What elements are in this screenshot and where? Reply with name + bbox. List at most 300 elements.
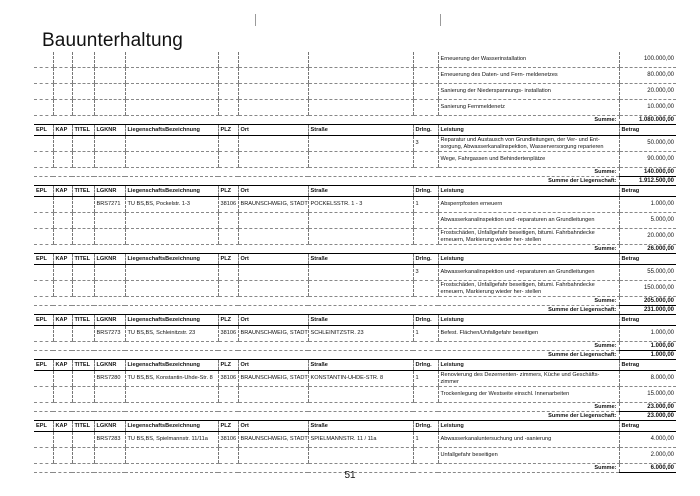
- table-cell: [94, 448, 125, 464]
- table-cell: 1.000,00: [619, 197, 676, 213]
- sum-value: 26.000,00: [619, 245, 676, 254]
- table-cell: Sanierung der Niederspannungs- installation: [438, 84, 619, 100]
- table-cell: [308, 52, 413, 68]
- column-header: Straße: [308, 125, 413, 136]
- table-cell: TU BS,BS, Konstantin-Uhde-Str. 8: [125, 371, 218, 387]
- table-cell: BRS7271: [94, 197, 125, 213]
- sum-row: [34, 403, 676, 412]
- table-cell: 1.000,00: [619, 326, 676, 342]
- column-header: Betrag: [619, 360, 676, 371]
- table-cell: [413, 100, 438, 116]
- table-cell: 1: [413, 371, 438, 387]
- column-header: Leistung: [438, 125, 619, 136]
- table-cell: [413, 281, 438, 297]
- table-cell: 2.000,00: [619, 448, 676, 464]
- table-cell: [94, 52, 125, 68]
- column-header: Ort: [238, 421, 308, 432]
- table-cell: 50.000,00: [619, 136, 676, 152]
- sum-value: 23.000,00: [619, 403, 676, 412]
- table-cell: [218, 213, 238, 229]
- sum-value: 231.000,00: [619, 306, 676, 315]
- sum-row: [34, 351, 676, 360]
- column-header: EPL: [34, 315, 53, 326]
- column-header: Drlng.: [413, 360, 438, 371]
- table-cell: [94, 84, 125, 100]
- table-row: [34, 281, 676, 297]
- column-header: Ort: [238, 186, 308, 197]
- sum-row: [34, 116, 676, 125]
- column-header: LiegenschaftsBezeichnung: [125, 125, 218, 136]
- table-cell: [308, 68, 413, 84]
- sum-value: 1.080.000,00: [619, 116, 676, 125]
- table-cell: [308, 152, 413, 168]
- sum-label: Summe der Liegenschaft:: [34, 412, 619, 421]
- table-cell: [72, 281, 94, 297]
- table-cell: [238, 229, 308, 245]
- column-header: Straße: [308, 315, 413, 326]
- table-cell: [72, 432, 94, 448]
- table-cell: [238, 68, 308, 84]
- table-cell: [34, 100, 53, 116]
- table-cell: [72, 213, 94, 229]
- table-cell: Erneuerung der Wasserinstallation: [438, 52, 619, 68]
- table-cell: 10.000,00: [619, 100, 676, 116]
- table-row: [34, 136, 676, 152]
- table-cell: 15.000,00: [619, 387, 676, 403]
- table-cell: [53, 229, 72, 245]
- table-cell: [34, 68, 53, 84]
- sum-label: Summe der Liegenschaft:: [34, 177, 619, 186]
- table-cell: [218, 152, 238, 168]
- column-header: TITEL: [72, 186, 94, 197]
- scan-mark-right: [440, 14, 441, 26]
- table-cell: [413, 448, 438, 464]
- column-header: Straße: [308, 360, 413, 371]
- table-cell: [218, 387, 238, 403]
- table-cell: POCKELSSTR. 1 - 3: [308, 197, 413, 213]
- table-cell: [238, 265, 308, 281]
- sum-value: 205.000,00: [619, 297, 676, 306]
- sum-label: Summe:: [34, 245, 619, 254]
- column-header: EPL: [34, 360, 53, 371]
- table-row: [34, 213, 676, 229]
- column-header: LiegenschaftsBezeichnung: [125, 421, 218, 432]
- table-cell: 1: [413, 432, 438, 448]
- table-row: [34, 265, 676, 281]
- table-cell: [125, 448, 218, 464]
- column-header: KAP: [53, 125, 72, 136]
- table-cell: [34, 387, 53, 403]
- column-header: LiegenschaftsBezeichnung: [125, 315, 218, 326]
- column-header: LGKNR: [94, 186, 125, 197]
- column-header: LGKNR: [94, 421, 125, 432]
- table-cell: Unfallgefahr beseitigen: [438, 448, 619, 464]
- table-cell: BRAUNSCHWEIG, STADT: [238, 326, 308, 342]
- table-cell: [53, 100, 72, 116]
- table-cell: [94, 136, 125, 152]
- table-cell: 80.000,00: [619, 68, 676, 84]
- page-number: 51: [344, 470, 356, 481]
- table-cell: [308, 84, 413, 100]
- column-header: Betrag: [619, 315, 676, 326]
- table-cell: [413, 229, 438, 245]
- column-header-row: [34, 125, 676, 136]
- table-cell: [308, 229, 413, 245]
- table-cell: [125, 84, 218, 100]
- column-header-row: [34, 315, 676, 326]
- table-cell: [34, 52, 53, 68]
- table-cell: [125, 52, 218, 68]
- column-header: Ort: [238, 125, 308, 136]
- table-cell: Frostschäden, Unfallgefahr beseitigen, bitumi. Fahrbahndecke erneuern, Markierung wieder her- stellen: [438, 229, 619, 245]
- sum-value: 140.000,00: [619, 168, 676, 177]
- table-cell: 38106: [218, 432, 238, 448]
- table-cell: [238, 448, 308, 464]
- column-header: PLZ: [218, 254, 238, 265]
- column-header: TITEL: [72, 315, 94, 326]
- sum-value: 1.912.500,00: [619, 177, 676, 186]
- table-cell: [308, 387, 413, 403]
- table-cell: [94, 152, 125, 168]
- table-cell: [34, 448, 53, 464]
- sum-value: 6.000,00: [619, 464, 676, 473]
- table-cell: 38106: [218, 197, 238, 213]
- column-header: KAP: [53, 421, 72, 432]
- table-cell: BRAUNSCHWEIG, STADT: [238, 197, 308, 213]
- table-cell: [53, 448, 72, 464]
- table-cell: 1: [413, 326, 438, 342]
- table-cell: [94, 281, 125, 297]
- table-row: [34, 371, 676, 387]
- column-header: LiegenschaftsBezeichnung: [125, 254, 218, 265]
- sum-row: [34, 297, 676, 306]
- table-cell: [238, 52, 308, 68]
- table-cell: 3: [413, 265, 438, 281]
- column-header: Drlng.: [413, 315, 438, 326]
- table-cell: Wege, Fahrgassen und Behindertenplätze: [438, 152, 619, 168]
- table-cell: [72, 229, 94, 245]
- table-cell: [308, 100, 413, 116]
- column-header: TITEL: [72, 125, 94, 136]
- table-cell: [308, 213, 413, 229]
- column-header: Betrag: [619, 421, 676, 432]
- table-cell: [53, 52, 72, 68]
- table-cell: Frostschäden, Unfallgefahr beseitigen, bitumi. Fahrbahndecke erneuern, Markierung wieder her- stellen: [438, 281, 619, 297]
- table-cell: 4.000,00: [619, 432, 676, 448]
- column-header-row: [34, 360, 676, 371]
- table-cell: [94, 213, 125, 229]
- column-header: PLZ: [218, 125, 238, 136]
- table-cell: [413, 52, 438, 68]
- table-cell: [34, 371, 53, 387]
- column-header-row: [34, 421, 676, 432]
- table-cell: 55.000,00: [619, 265, 676, 281]
- table-cell: [413, 152, 438, 168]
- table-cell: 90.000,00: [619, 152, 676, 168]
- table-cell: [34, 152, 53, 168]
- table-cell: [34, 197, 53, 213]
- table-cell: 1: [413, 197, 438, 213]
- column-header: Straße: [308, 421, 413, 432]
- sum-label: Summe:: [34, 168, 619, 177]
- table-cell: [218, 229, 238, 245]
- table-cell: [218, 448, 238, 464]
- table-cell: [125, 387, 218, 403]
- table-cell: 150.000,00: [619, 281, 676, 297]
- table-cell: [218, 84, 238, 100]
- sum-label: Summe:: [34, 116, 619, 125]
- table-cell: [94, 265, 125, 281]
- table-cell: [72, 52, 94, 68]
- column-header: EPL: [34, 125, 53, 136]
- table-cell: [413, 213, 438, 229]
- column-header: KAP: [53, 254, 72, 265]
- table-cell: [72, 387, 94, 403]
- table-cell: TU BS,BS, Pockelstr. 1-3: [125, 197, 218, 213]
- table-cell: 100.000,00: [619, 52, 676, 68]
- table-cell: Abwasserkanaluntersuchung und -sanierung: [438, 432, 619, 448]
- column-header: TITEL: [72, 421, 94, 432]
- table-cell: [413, 84, 438, 100]
- table-cell: [218, 281, 238, 297]
- sum-value: 23.000,00: [619, 412, 676, 421]
- column-header-row: [34, 254, 676, 265]
- table-row: [34, 100, 676, 116]
- table-cell: 3: [413, 136, 438, 152]
- table-cell: [72, 265, 94, 281]
- column-header: LGKNR: [94, 360, 125, 371]
- table-cell: [53, 432, 72, 448]
- column-header: Drlng.: [413, 421, 438, 432]
- table-cell: [125, 265, 218, 281]
- table-cell: [238, 136, 308, 152]
- column-header: Leistung: [438, 254, 619, 265]
- table-cell: [34, 432, 53, 448]
- table-cell: SPIELMANNSTR. 11 / 11a: [308, 432, 413, 448]
- table-cell: [413, 68, 438, 84]
- table-cell: Trockenlegung der Westseite einschl. Innenarbeiten: [438, 387, 619, 403]
- table-cell: 20.000,00: [619, 84, 676, 100]
- table-cell: [308, 281, 413, 297]
- table-cell: [308, 136, 413, 152]
- table-cell: [53, 326, 72, 342]
- table-cell: 5.000,00: [619, 213, 676, 229]
- sum-value: 1.000,00: [619, 342, 676, 351]
- column-header: EPL: [34, 421, 53, 432]
- table-cell: [53, 152, 72, 168]
- table-cell: Reparatur und Austausch von Grundleitungen, der Ver- und Ent- sorgung, Abwasserkanalinspektion, Wasserversorgung reparieren: [438, 136, 619, 152]
- table-row: [34, 432, 676, 448]
- table-cell: [72, 326, 94, 342]
- column-header: Betrag: [619, 186, 676, 197]
- column-header: Betrag: [619, 254, 676, 265]
- budget-table: [34, 52, 676, 473]
- column-header: EPL: [34, 254, 53, 265]
- table-cell: BRS7273: [94, 326, 125, 342]
- table-cell: 38106: [218, 326, 238, 342]
- column-header: Straße: [308, 186, 413, 197]
- table-cell: [125, 68, 218, 84]
- table-cell: [125, 100, 218, 116]
- column-header: Drlng.: [413, 186, 438, 197]
- table-cell: [34, 84, 53, 100]
- column-header-row: [34, 186, 676, 197]
- sum-row: [34, 412, 676, 421]
- table-row: [34, 448, 676, 464]
- column-header: Leistung: [438, 186, 619, 197]
- table-cell: [53, 68, 72, 84]
- sum-row: [34, 342, 676, 351]
- column-header: KAP: [53, 360, 72, 371]
- table-cell: [238, 387, 308, 403]
- table-cell: [218, 265, 238, 281]
- table-cell: [53, 371, 72, 387]
- table-cell: BRAUNSCHWEIG, STADT: [238, 371, 308, 387]
- column-header: Ort: [238, 254, 308, 265]
- sum-value: 1.000,00: [619, 351, 676, 360]
- table-cell: 20.000,00: [619, 229, 676, 245]
- table-cell: Absperrpfosten erneuern: [438, 197, 619, 213]
- sum-label: Summe der Liegenschaft:: [34, 306, 619, 315]
- column-header: Ort: [238, 315, 308, 326]
- sum-label: Summe der Liegenschaft:: [34, 351, 619, 360]
- table-cell: [72, 68, 94, 84]
- table-cell: Abwasserkanalinspektion und -reparaturen an Grundleitungen: [438, 265, 619, 281]
- table-row: [34, 229, 676, 245]
- table-cell: [53, 281, 72, 297]
- column-header: KAP: [53, 315, 72, 326]
- table-cell: [94, 387, 125, 403]
- table-row: [34, 52, 676, 68]
- table-cell: [94, 68, 125, 84]
- sum-row: [34, 168, 676, 177]
- table-cell: KONSTANTIN-UHDE-STR. 8: [308, 371, 413, 387]
- column-header: Leistung: [438, 315, 619, 326]
- column-header: Drlng.: [413, 125, 438, 136]
- column-header: Drlng.: [413, 254, 438, 265]
- sum-row: [34, 245, 676, 254]
- table-cell: [53, 387, 72, 403]
- table-cell: [94, 100, 125, 116]
- sum-label: Summe:: [34, 464, 619, 473]
- table-cell: [72, 100, 94, 116]
- column-header: Leistung: [438, 421, 619, 432]
- table-cell: Renovierung des Dezernenten- zimmers, Küche und Geschäfts- zimmer: [438, 371, 619, 387]
- column-header: KAP: [53, 186, 72, 197]
- table-cell: [72, 84, 94, 100]
- table-row: [34, 68, 676, 84]
- table-cell: TU BS,BS, Schleinitzstr. 23: [125, 326, 218, 342]
- table-cell: [308, 265, 413, 281]
- sum-row: [34, 306, 676, 315]
- table-cell: [34, 213, 53, 229]
- table-cell: [238, 213, 308, 229]
- column-header: PLZ: [218, 186, 238, 197]
- scan-mark-left: [255, 14, 256, 26]
- table-cell: [125, 152, 218, 168]
- table-cell: [72, 197, 94, 213]
- table-cell: [218, 100, 238, 116]
- table-cell: [125, 229, 218, 245]
- table-cell: SCHLEINITZSTR. 23: [308, 326, 413, 342]
- table-cell: TU BS,BS, Spielmannstr. 11/11a: [125, 432, 218, 448]
- table-cell: [238, 281, 308, 297]
- page-title: Bauunterhaltung: [42, 30, 183, 51]
- table-cell: Erneuerung des Daten- und Fern- meldenetzes: [438, 68, 619, 84]
- table-row: [34, 326, 676, 342]
- table-row: [34, 387, 676, 403]
- table-cell: [238, 152, 308, 168]
- table-cell: Abwasserkanalinspektion und -reparaturen an Grundleitungen: [438, 213, 619, 229]
- column-header: LiegenschaftsBezeichnung: [125, 186, 218, 197]
- table-cell: [34, 265, 53, 281]
- table-cell: [53, 213, 72, 229]
- sum-label: Summe:: [34, 403, 619, 412]
- column-header: Leistung: [438, 360, 619, 371]
- table-cell: [125, 213, 218, 229]
- table-cell: [218, 68, 238, 84]
- table-row: [34, 84, 676, 100]
- column-header: LGKNR: [94, 254, 125, 265]
- table-cell: [125, 281, 218, 297]
- table-cell: [34, 326, 53, 342]
- table-cell: [34, 136, 53, 152]
- column-header: Ort: [238, 360, 308, 371]
- column-header: TITEL: [72, 360, 94, 371]
- table-cell: [34, 229, 53, 245]
- table-cell: [53, 136, 72, 152]
- table-cell: 8.000,00: [619, 371, 676, 387]
- table-cell: [53, 84, 72, 100]
- table-cell: BRS7280: [94, 371, 125, 387]
- column-header: TITEL: [72, 254, 94, 265]
- column-header: Betrag: [619, 125, 676, 136]
- column-header: PLZ: [218, 315, 238, 326]
- column-header: LiegenschaftsBezeichnung: [125, 360, 218, 371]
- table-cell: [308, 448, 413, 464]
- column-header: PLZ: [218, 360, 238, 371]
- table-cell: [53, 197, 72, 213]
- table-row: [34, 152, 676, 168]
- table-cell: [72, 136, 94, 152]
- table-row: [34, 197, 676, 213]
- column-header: EPL: [34, 186, 53, 197]
- table-cell: [218, 52, 238, 68]
- column-header: Straße: [308, 254, 413, 265]
- table-cell: [53, 265, 72, 281]
- column-header: LGKNR: [94, 315, 125, 326]
- table-cell: [72, 371, 94, 387]
- table-cell: [94, 229, 125, 245]
- table-cell: [72, 448, 94, 464]
- column-header: PLZ: [218, 421, 238, 432]
- table-cell: [34, 281, 53, 297]
- sum-label: Summe:: [34, 297, 619, 306]
- table-cell: [238, 84, 308, 100]
- table-cell: [238, 100, 308, 116]
- table-cell: [413, 387, 438, 403]
- table-cell: BRS7283: [94, 432, 125, 448]
- table-cell: [72, 152, 94, 168]
- sum-label: Summe:: [34, 342, 619, 351]
- sum-row: [34, 177, 676, 186]
- table-cell: Sanierung Fernmeldenetz: [438, 100, 619, 116]
- table-cell: BRAUNSCHWEIG, STADT: [238, 432, 308, 448]
- column-header: LGKNR: [94, 125, 125, 136]
- table-cell: 38106: [218, 371, 238, 387]
- table-cell: Befest. Flächen/Unfallgefahr beseitigen: [438, 326, 619, 342]
- table-cell: [218, 136, 238, 152]
